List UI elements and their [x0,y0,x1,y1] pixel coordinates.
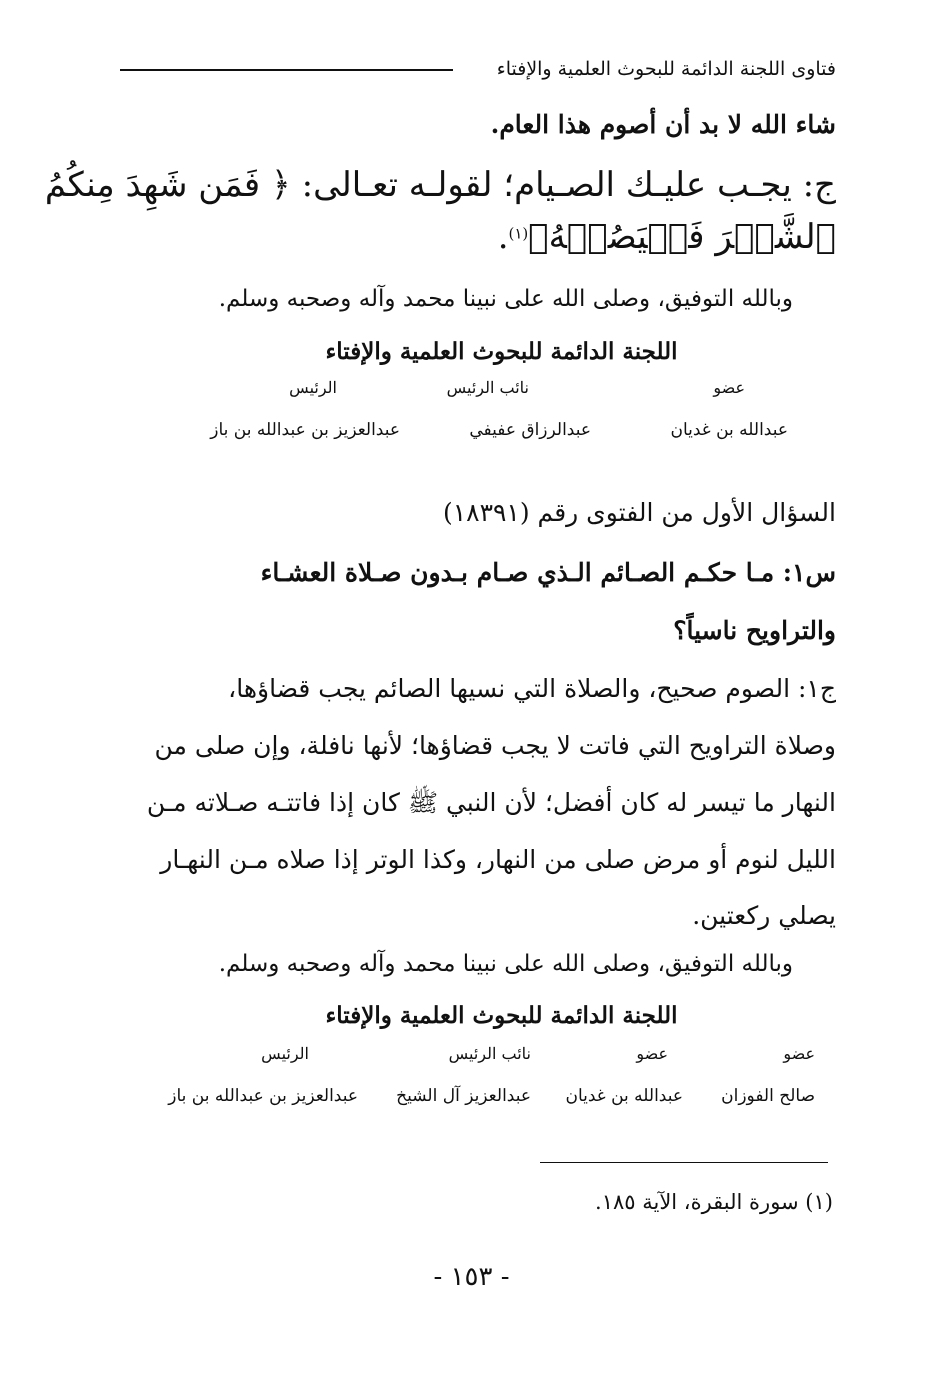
question-continuation: شاء الله لا بد أن أصوم هذا العام. [490,110,836,139]
signatory-role: عضو [783,1044,815,1063]
answer-end: . [497,217,509,257]
answer-line: يصلي ركعتين. [692,901,836,930]
signatory-name: عبدالعزيز بن عبدالله بن باز [168,1086,358,1106]
signatory-role: الرئيس [289,378,337,397]
quran-verse: ٱلشَّهۡرَ فَلۡيَصُمۡهُ﴾ [528,217,836,257]
fatwa-heading: السؤال الأول من الفتوى رقم (١٨٣٩١) [442,498,836,527]
committee-name: اللجنة الدائمة للبحوث العلمية والإفتاء [325,338,678,365]
answer-line: النهار ما تيسر له كان أفضل؛ لأن النبي ﷺ كان إذا فاتتـه صـلاته مـن [146,788,836,817]
committee-name: اللجنة الدائمة للبحوث العلمية والإفتاء [325,1002,678,1029]
footnote-ref: (١) [508,224,529,243]
answer-line: الليل لنوم أو مرض صلى من النهار، وكذا الوتر إذا صلاه مـن النهـار [160,845,836,874]
header-rule [120,69,453,71]
signatory-name: عبدالله بن غديان [565,1086,683,1106]
question-line: س١: مـا حكـم الصـائم الـذي صـام بـدون صـلاة العشـاء [260,558,836,587]
page-number: - ١٥٣ - [433,1262,510,1292]
answer-quran-line [497,217,836,257]
signatory-role: الرئيس [261,1044,309,1063]
running-header: فتاوى اللجنة الدائمة للبحوث العلمية والإفتاء [496,58,836,80]
answer-line: ج١: الصوم صحيح، والصلاة التي نسيها الصائم يجب قضاؤها، [228,674,836,703]
signatory-name: عبدالعزيز بن عبدالله بن باز [210,420,400,440]
signatory-name: صالح الفوزان [721,1086,815,1106]
signatory-name: عبدالعزيز آل الشيخ [396,1086,531,1106]
closing-prayer: وبالله التوفيق، وصلى الله على نبينا محمد وآله وصحبه وسلم. [218,286,793,312]
signatory-role: نائب الرئيس [448,1044,531,1063]
signatory-role: نائب الرئيس [446,378,529,397]
footnote-rule [540,1162,828,1163]
footnote: (١) سورة البقرة، الآية ١٨٥. [595,1190,833,1214]
signatory-role: عضو [636,1044,668,1063]
question-line: والتراويح ناسياً؟ [673,616,836,645]
answer-line: وصلاة التراويح التي فاتت لا يجب قضاؤها؛ لأنها نافلة، وإن صلى من [154,731,836,760]
signatory-name: عبدالرزاق عفيفي [469,420,591,440]
closing-prayer: وبالله التوفيق، وصلى الله على نبينا محمد وآله وصحبه وسلم. [218,951,793,977]
signatory-name: عبدالله بن غديان [670,420,788,440]
answer-line: ج: يجـب عليـك الصـيام؛ لقولـه تعـالى: ﴿ فَمَن شَهِدَ مِنكُمُ [44,165,836,205]
signatory-role: عضو [713,378,745,397]
